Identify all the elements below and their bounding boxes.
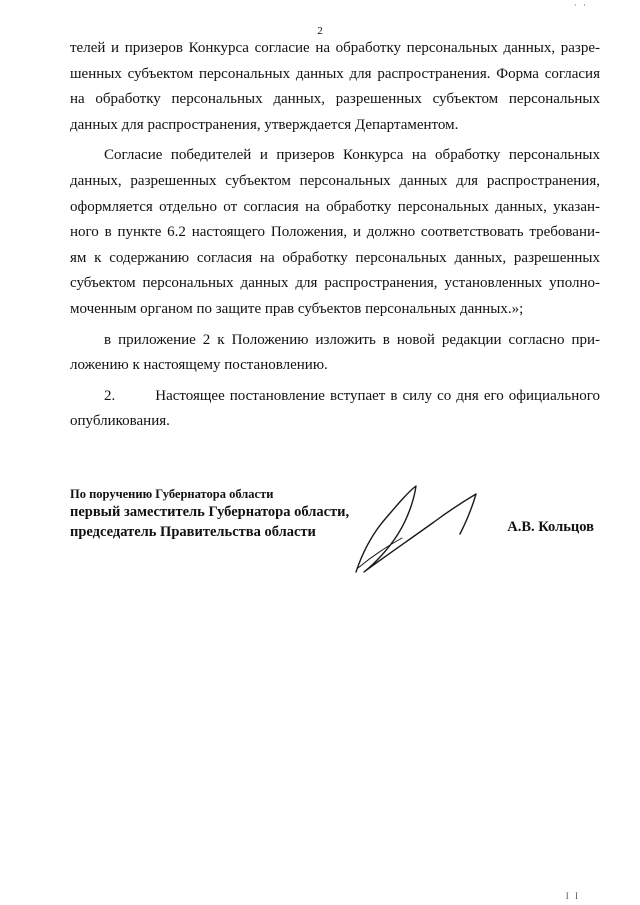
- text-line: в приложение 2 к Положению изложить в новой редакции согласно при-: [104, 331, 600, 348]
- text-line: опубликования.: [70, 413, 170, 430]
- signature-authority-line: По поручению Губернатора области: [70, 487, 274, 501]
- signature-position-line: председатель Правительства области: [70, 524, 316, 540]
- text-line: моченным органом по защите прав субъектов персональных данных.»;: [70, 300, 524, 317]
- text-line: на обработку персональных данных, разрешенных субъектом персональных: [70, 91, 600, 108]
- handwritten-signature: [350, 478, 500, 578]
- document-body: [70, 36, 600, 435]
- text-line: ложению к настоящему постановлению.: [70, 357, 328, 374]
- signature-position-line: первый заместитель Губернатора области,: [70, 504, 350, 520]
- signatory-name: А.В. Кольцов: [507, 519, 594, 535]
- text-line: 2. Настоящее постановление вступает в силу со дня его официального: [104, 387, 600, 404]
- paragraph-appendix: [70, 328, 600, 379]
- text-line: данных для распространения, утверждается Департаментом.: [70, 116, 459, 133]
- text-line: телей и призеров Конкурса согласие на обработку персональных данных, разре-: [70, 40, 600, 56]
- text-line: ного в пункте 6.2 настоящего Положения, и должно соответствовать требовани-: [70, 224, 600, 241]
- paragraph-effective-date: [70, 384, 600, 435]
- corner-mark-bottom: I I: [565, 891, 580, 901]
- text-line: ям к содержанию согласия на обработку персональных данных, разрешенных: [70, 249, 600, 266]
- text-line: шенных субъектом персональных данных для распространения. Форма согласия: [70, 65, 600, 82]
- page-number: 2: [317, 25, 323, 37]
- corner-mark-top: · ·: [573, 0, 588, 10]
- signature-block: [70, 486, 600, 542]
- paragraph-consent: [70, 143, 600, 322]
- text-line: Согласие победителей и призеров Конкурса на обработку персональных: [104, 147, 600, 164]
- text-line: данных, разрешенных субъектом персональных данных для распространения,: [70, 172, 600, 189]
- text-line: оформляется отдельно от согласия на обработку персональных данных, указан-: [70, 198, 600, 215]
- paragraph-continuation: [70, 36, 600, 138]
- text-line: субъектом персональных данных для распространения, установленных уполно-: [70, 275, 600, 292]
